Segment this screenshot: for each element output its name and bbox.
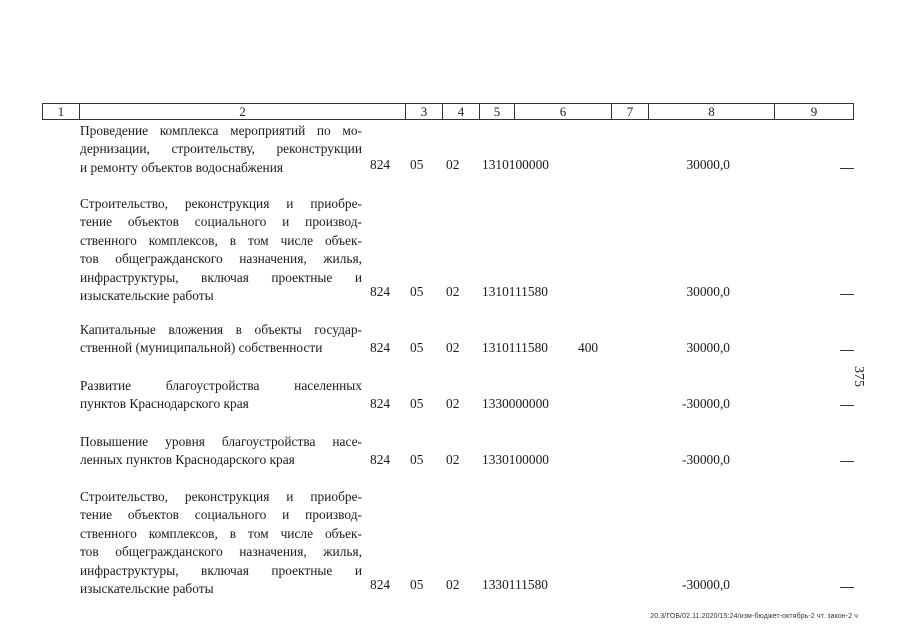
row-6-col-4: 05 [410, 577, 424, 592]
description-line: ленных пунктов Краснодарского края [80, 452, 295, 468]
header-col-8: 8 [708, 104, 715, 119]
description-line: и ремонту объектов водоснабжения [80, 159, 284, 175]
row-6-description [80, 488, 362, 598]
description-line: тение объектов социального и производ- [80, 507, 362, 523]
header-col-3: 3 [420, 104, 428, 119]
row-2-description [80, 195, 362, 305]
footer-stamp: 20.3/ГОБ/02.11.2020/15:24/изм-бюджет-октябрь-2 чт. закон-2 ч [650, 613, 858, 620]
row-4-col-8: -30000,0 [682, 396, 730, 411]
row-1-col-9-dash [840, 168, 854, 169]
row-6-col-9-dash [840, 587, 854, 588]
row-5-col-4: 05 [410, 452, 424, 467]
description-line: изыскательские работы [80, 581, 214, 597]
row-3-description [80, 321, 362, 358]
row-1-description [80, 122, 362, 177]
description-line: тение объектов социального и производ- [80, 214, 362, 230]
row-6-col-5: 02 [446, 577, 460, 592]
description-line: инфраструктуры, включая проектные и [80, 269, 362, 285]
description-line: Капитальные вложения в объекты государ- [80, 322, 362, 337]
description-line: Проведение комплекса мероприятий по мо- [80, 123, 362, 138]
row-3-col-7: 400 [578, 340, 599, 355]
header-col-1: 1 [57, 104, 65, 119]
row-2-col-4: 05 [410, 284, 424, 299]
description-line: Развитие благоустройства населенных [80, 378, 362, 393]
row-1-col-6: 1310100000 [482, 157, 549, 172]
description-line: Строительство, реконструкция и приобре- [80, 489, 362, 504]
page-number: 375 [851, 366, 866, 387]
description-line: ственной (муниципальной) собственности [80, 340, 323, 356]
description-line: тов общегражданского назначения, жилья, [80, 544, 362, 560]
row-1-col-8: 30000,0 [686, 157, 730, 172]
row-3-col-8: 30000,0 [686, 340, 730, 355]
description-line: инфраструктуры, включая проектные и [80, 562, 362, 578]
header-col-4: 4 [457, 104, 465, 119]
row-6-col-6: 1330111580 [482, 577, 548, 592]
row-6-col-3: 824 [370, 577, 391, 592]
row-3-col-3: 824 [370, 340, 391, 355]
row-1-col-3: 824 [370, 157, 391, 172]
header-col-5: 5 [493, 104, 501, 119]
header-col-2: 2 [239, 104, 246, 119]
row-4-col-9-dash [840, 405, 854, 406]
row-3-col-5: 02 [446, 340, 460, 355]
row-5-col-3: 824 [370, 452, 391, 467]
description-line: тов общегражданского назначения, жилья, [80, 251, 362, 267]
description-line: Строительство, реконструкция и приобре- [80, 196, 362, 211]
row-5-col-8: -30000,0 [682, 452, 730, 467]
row-2-col-5: 02 [446, 284, 460, 299]
row-2-col-8: 30000,0 [686, 284, 730, 299]
row-2-col-3: 824 [370, 284, 391, 299]
description-line: ственного комплексов, в том числе объек- [80, 232, 362, 248]
row-2-col-6: 1310111580 [482, 284, 548, 299]
row-6-col-8: -30000,0 [682, 577, 730, 592]
row-3-col-4: 05 [410, 340, 424, 355]
row-5-col-5: 02 [446, 452, 460, 467]
row-4-col-4: 05 [410, 396, 424, 411]
description-line: ственного комплексов, в том числе объек- [80, 525, 362, 541]
row-3-col-6: 1310111580 [482, 340, 548, 355]
row-5-col-6: 1330100000 [482, 452, 549, 467]
description-line: Повышение уровня благоустройства насе- [80, 434, 362, 449]
row-4-description [80, 377, 362, 414]
row-2-col-9-dash [840, 294, 854, 295]
description-line: изыскательские работы [80, 288, 214, 304]
description-line: дернизации, строительству, реконструкции [80, 141, 362, 157]
description-line: пунктов Краснодарского края [80, 396, 249, 412]
row-1-col-4: 05 [410, 157, 424, 172]
row-3-col-9-dash [840, 350, 854, 351]
row-4-col-6: 1330000000 [482, 396, 549, 411]
row-4-col-3: 824 [370, 396, 391, 411]
row-5-col-9-dash [840, 461, 854, 462]
header-col-6: 6 [559, 104, 567, 119]
header-col-7: 7 [626, 104, 634, 119]
row-1-col-5: 02 [446, 157, 460, 172]
header-col-9: 9 [810, 104, 818, 119]
row-5-description [80, 433, 362, 470]
row-4-col-5: 02 [446, 396, 460, 411]
table-header-row [42, 103, 854, 120]
